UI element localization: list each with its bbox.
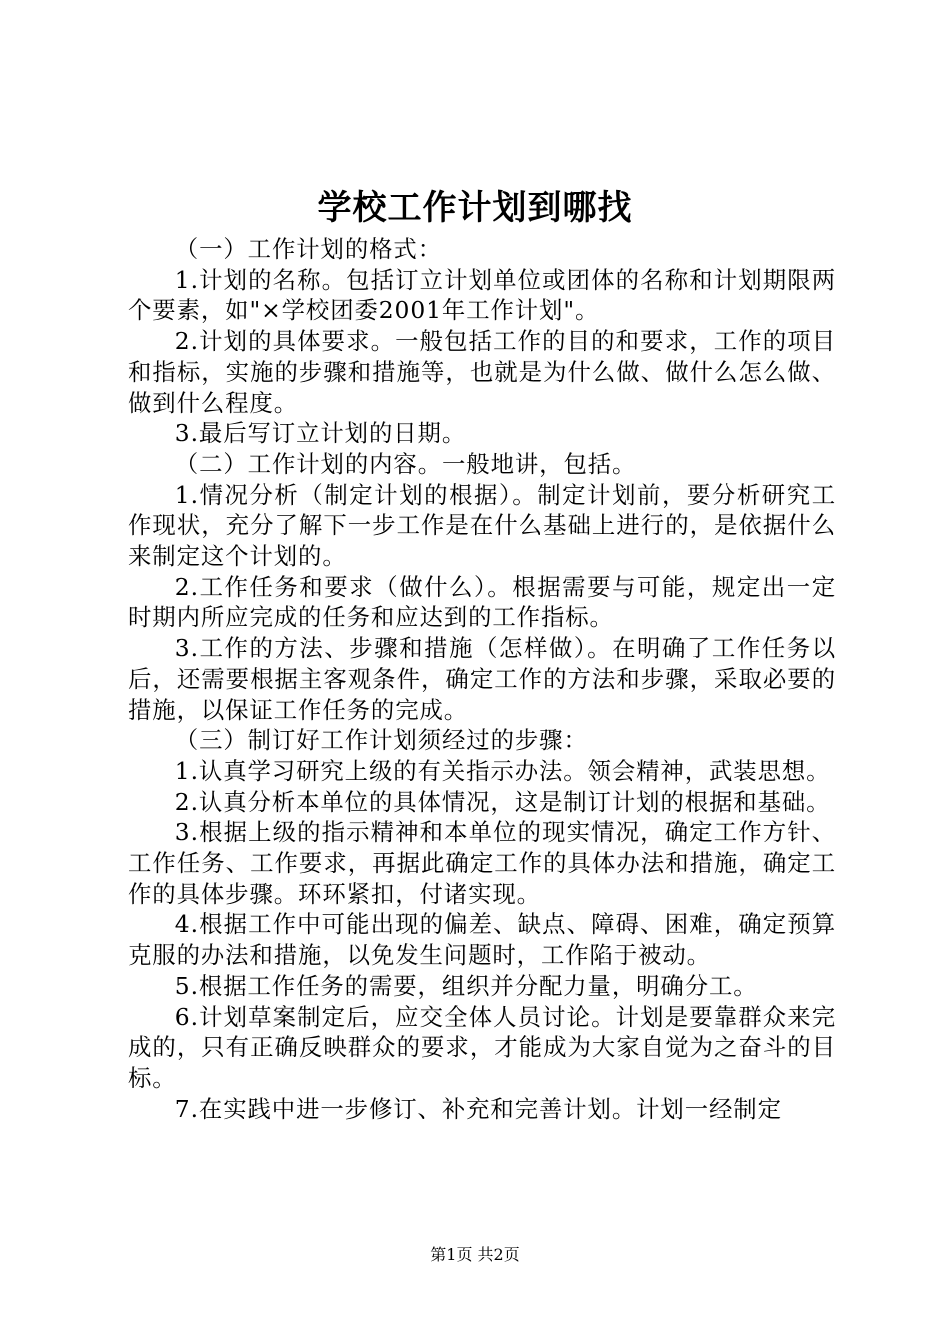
paragraph: 2.计划的具体要求。一般包括工作的目的和要求，工作的项目和指标，实施的步骤和措施等，也就是为什么做、做什么怎么做、做到什么程度。 — [128, 327, 836, 417]
paragraph: 3.最后写订立计划的日期。 — [174, 419, 467, 448]
document-title: 学校工作计划到哪找 — [317, 188, 633, 228]
section-heading-content: （二）工作计划的内容。一般地讲，包括。 — [174, 449, 637, 478]
paragraph: 7.在实践中进一步修订、补充和完善计划。计划一经制定 — [174, 1094, 782, 1123]
paragraph: 3.工作的方法、步骤和措施（怎样做）。在明确了工作任务以后，还需要根据主客观条件，确定工作的方法和步骤，采取必要的措施，以保证工作任务的完成。 — [128, 634, 836, 724]
paragraph: 3.根据上级的指示精神和本单位的现实情况，确定工作方针、工作任务、工作要求，再据此确定工作的具体办法和措施，确定工作的具体步骤。环环紧扣，付诸实现。 — [128, 818, 836, 908]
section-heading-format: （一）工作计划的格式： — [174, 235, 442, 263]
paragraph: 6.计划草案制定后，应交全体人员讨论。计划是要靠群众来完成的，只有正确反映群众的要求，才能成为大家自觉为之奋斗的目标。 — [128, 1002, 836, 1092]
paragraph: 2.认真分析本单位的具体情况，这是制订计划的根据和基础。 — [174, 787, 831, 816]
section-heading-steps: （三）制订好工作计划须经过的步骤： — [174, 726, 588, 755]
paragraph: 4.根据工作中可能出现的偏差、缺点、障碍、困难，确定预算克服的办法和措施，以免发生问题时，工作陷于被动。 — [128, 910, 836, 970]
paragraph: 1.情况分析（制定计划的根据）。制定计划前，要分析研究工作现状，充分了解下一步工作是在什么基础上进行的，是依据什么来制定这个计划的。 — [128, 480, 836, 571]
paragraph: 2.工作任务和要求（做什么）。根据需要与可能，规定出一定时期内所应完成的任务和应达到的工作指标。 — [128, 572, 836, 632]
paragraph: 1.计划的名称。包括订立计划单位或团体的名称和计划期限两个要素，如"×学校团委2001年工作计划"。 — [128, 265, 836, 325]
page-number-footer: 第1页 共2页 — [430, 1245, 520, 1264]
document-body — [128, 234, 836, 1124]
paragraph: 1.认真学习研究上级的有关指示办法。领会精神，武装思想。 — [174, 756, 831, 785]
paragraph: 5.根据工作任务的需要，组织并分配力量，明确分工。 — [174, 971, 758, 1000]
